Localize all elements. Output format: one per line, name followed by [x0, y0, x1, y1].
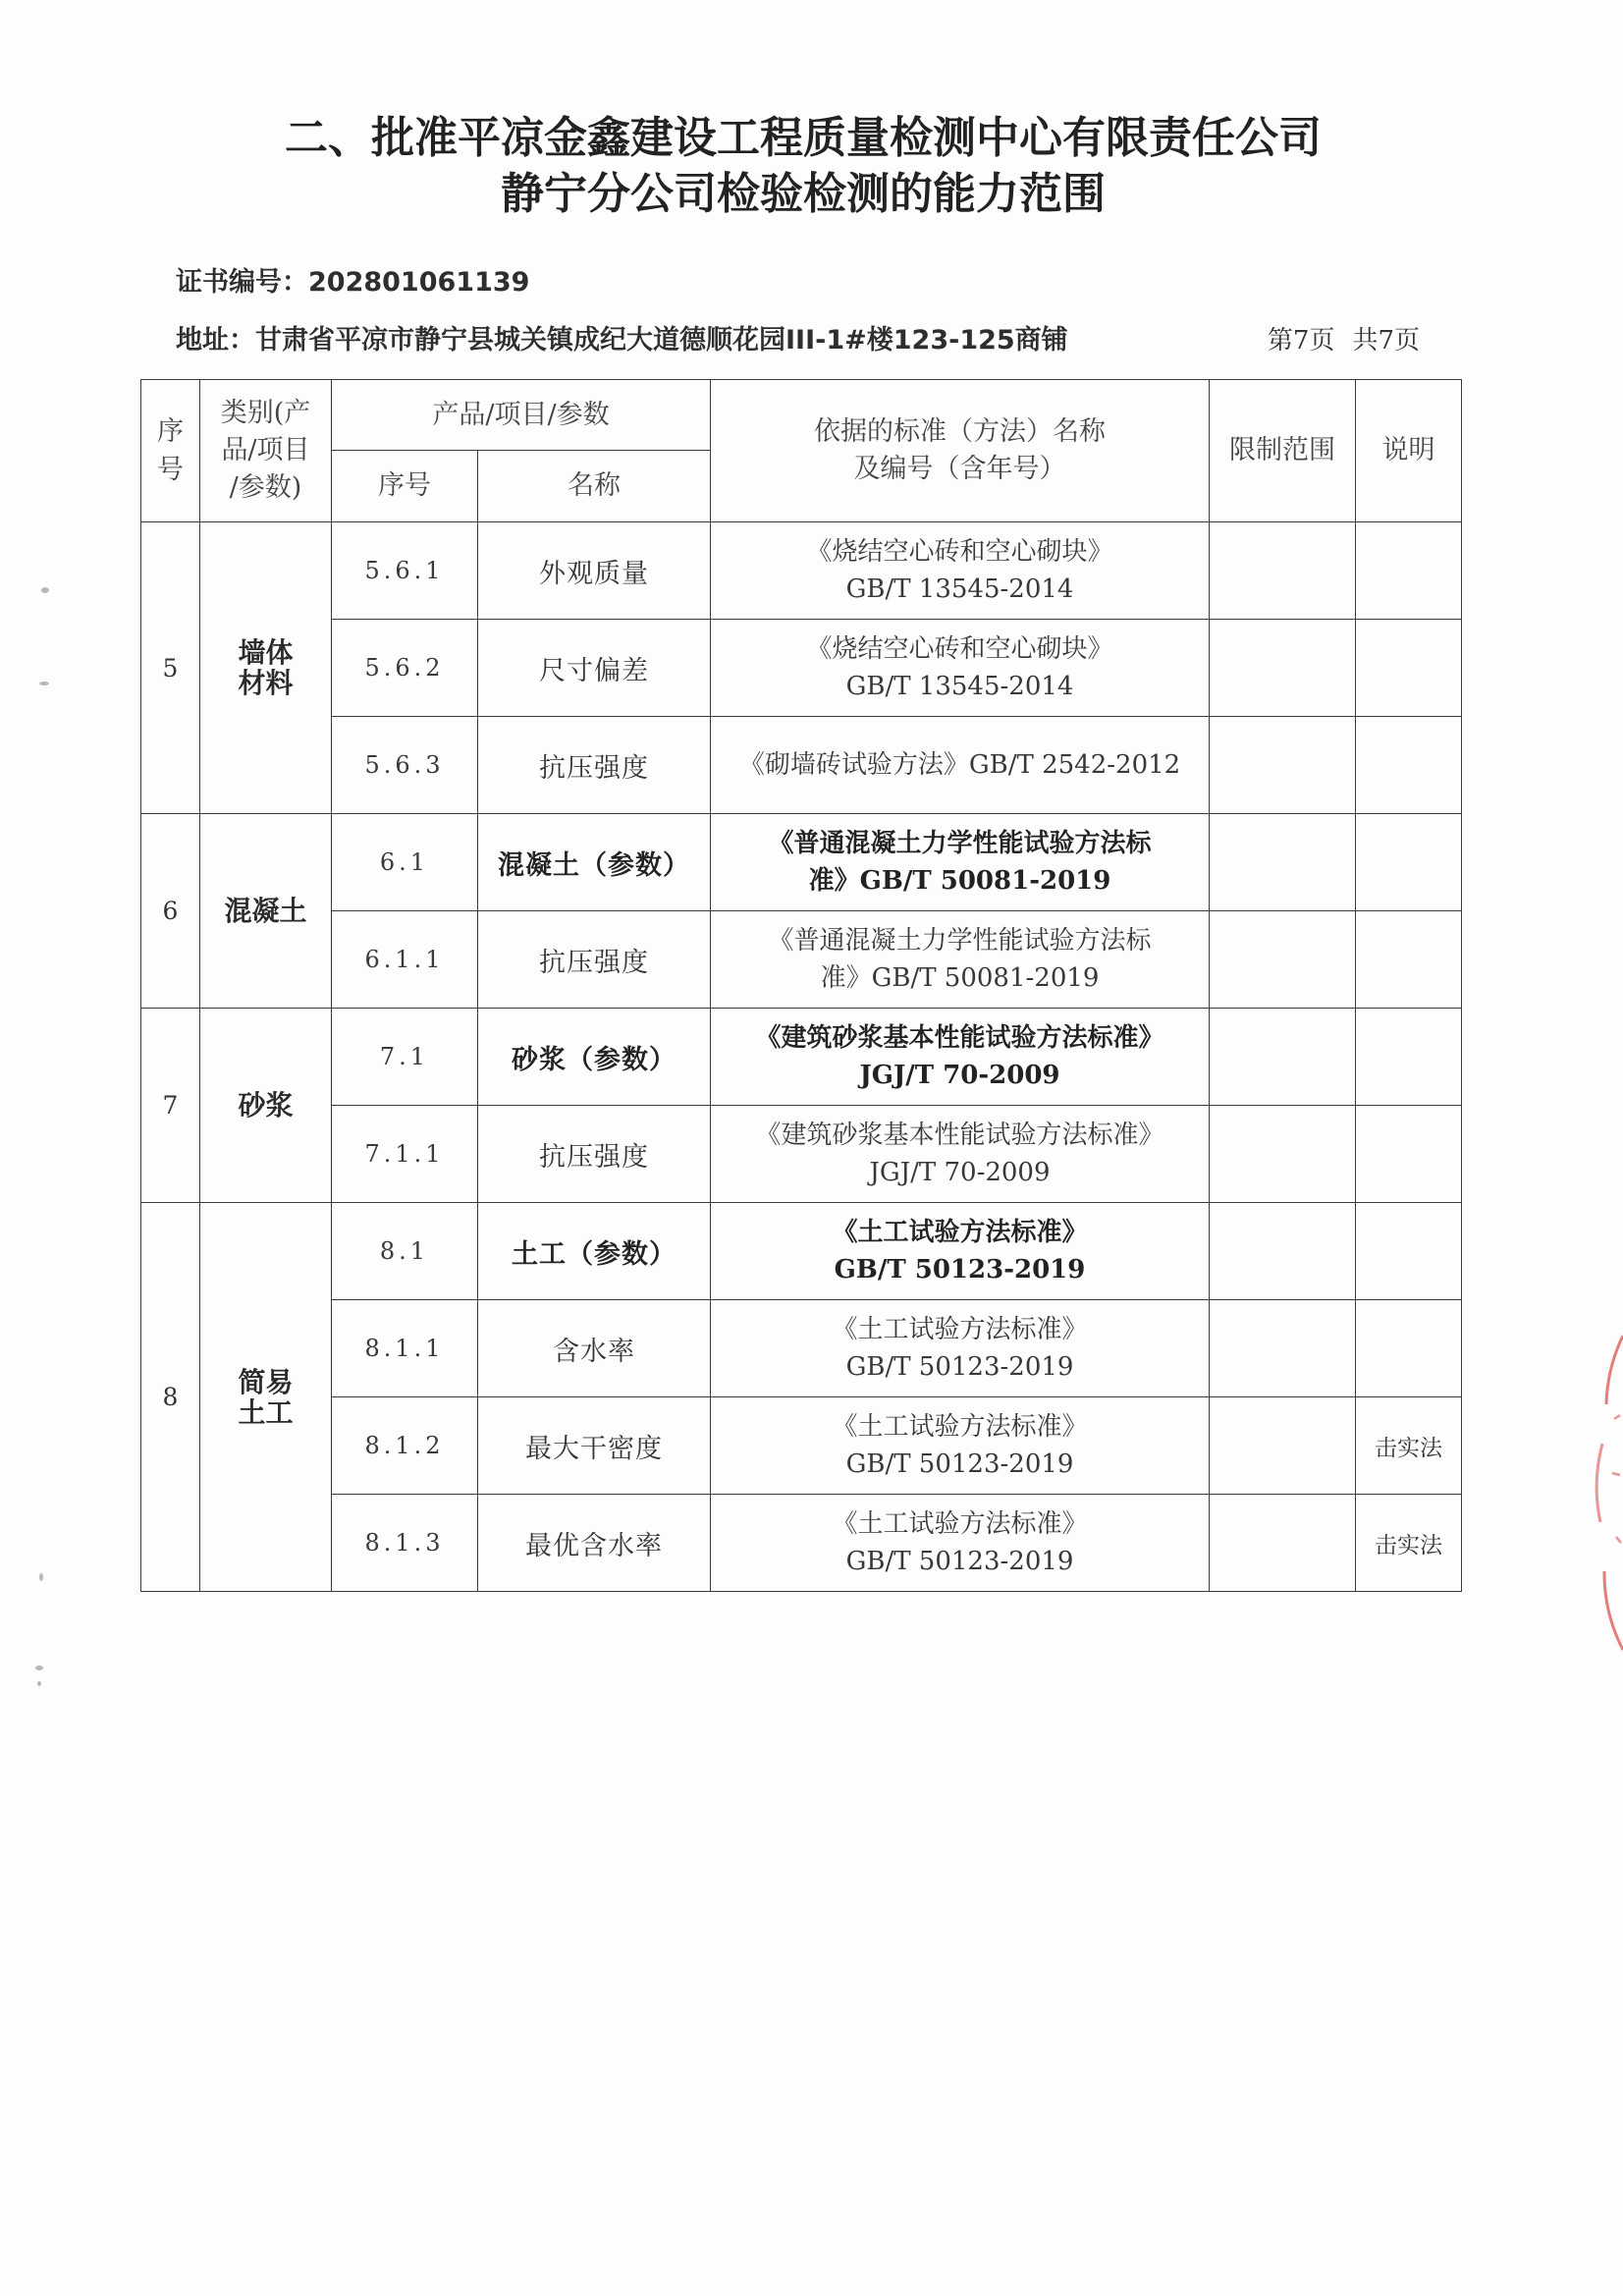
standard-line: GB/T 50123-2019 [834, 1255, 1086, 1285]
standard-line: 《土工试验方法标准》 [832, 1509, 1088, 1539]
table-row [141, 620, 1462, 717]
address-label: 地址： [176, 325, 255, 355]
item-name-cell [478, 522, 711, 620]
header-item-no-label: 序号 [378, 470, 431, 501]
table-row [141, 717, 1462, 814]
capability-scope-table [140, 379, 1462, 1592]
item-note: 击实法 [1375, 1435, 1443, 1461]
header-product-group [332, 380, 711, 451]
item-name-cell [478, 1203, 711, 1300]
page-indicator [1268, 323, 1420, 358]
item-number: 6.1.1 [364, 946, 445, 973]
standard-line: 准》GB/T 50081-2019 [820, 963, 1100, 993]
table-row [141, 911, 1462, 1009]
item-number-cell [332, 1300, 478, 1397]
limit-cell [1210, 1495, 1356, 1592]
standard-line: 《普通混凝土力学性能试验方法标 [768, 926, 1152, 956]
certificate-number: 202801061139 [308, 267, 530, 298]
group-index-cell [141, 814, 200, 1009]
item-number: 7.1 [379, 1043, 430, 1070]
item-number: 8.1 [379, 1237, 430, 1265]
item-name-cell [478, 814, 711, 911]
table-row [141, 1203, 1462, 1300]
item-number-cell [332, 1495, 478, 1592]
standard-cell [711, 1203, 1210, 1300]
limit-cell [1210, 717, 1356, 814]
table-row [141, 814, 1462, 911]
standard-line: 《土工试验方法标准》 [832, 1315, 1088, 1344]
note-cell [1356, 1397, 1462, 1495]
item-number-cell [332, 1009, 478, 1106]
standard-line: 《建筑砂浆基本性能试验方法标准》 [755, 1121, 1164, 1150]
standard-cell [711, 1300, 1210, 1397]
table-row [141, 522, 1462, 620]
header-category [200, 380, 332, 522]
limit-cell [1210, 814, 1356, 911]
table-row [141, 1300, 1462, 1397]
header-index [141, 380, 200, 522]
limit-cell [1210, 522, 1356, 620]
limit-cell [1210, 1300, 1356, 1397]
seal-fragment-icon [1583, 1326, 1623, 1669]
table-row [141, 1106, 1462, 1203]
group-category-cell [200, 1009, 332, 1203]
item-name-cell [478, 1300, 711, 1397]
standard-line: GB/T 13545-2014 [845, 574, 1074, 604]
item-number-cell [332, 717, 478, 814]
standard-cell [711, 717, 1210, 814]
header-note [1356, 380, 1462, 522]
table-row [141, 1009, 1462, 1106]
item-number: 5.6.3 [364, 751, 445, 779]
limit-cell [1210, 1397, 1356, 1495]
item-number: 7.1.1 [364, 1140, 445, 1168]
standard-line: JGJ/T 70-2009 [869, 1158, 1051, 1187]
limit-cell [1210, 1009, 1356, 1106]
group-index: 8 [162, 1383, 179, 1411]
group-category: 砂浆 [238, 1089, 294, 1121]
note-cell [1356, 620, 1462, 717]
item-name: 砂浆（参数） [512, 1044, 676, 1075]
item-name: 含水率 [553, 1336, 635, 1367]
note-cell [1356, 1300, 1462, 1397]
header-row [141, 380, 1462, 451]
header-limit [1210, 380, 1356, 522]
limit-cell [1210, 911, 1356, 1009]
note-cell [1356, 717, 1462, 814]
standard-cell [711, 1106, 1210, 1203]
item-name: 尺寸偏差 [539, 655, 649, 686]
standard-cell [711, 911, 1210, 1009]
page-total: 共7页 [1352, 326, 1420, 355]
standard-line: 准》GB/T 50081-2019 [808, 866, 1111, 896]
item-name: 抗压强度 [539, 1141, 649, 1173]
certificate-label: 证书编号： [176, 267, 308, 298]
item-name-cell [478, 1009, 711, 1106]
standard-line: GB/T 13545-2014 [845, 672, 1074, 701]
item-name-cell [478, 911, 711, 1009]
item-number: 6.1 [379, 848, 430, 876]
header-note-label: 说明 [1381, 435, 1435, 465]
item-number-cell [332, 1397, 478, 1495]
standard-cell [711, 814, 1210, 911]
header-item-name [478, 451, 711, 522]
standard-line: 《土工试验方法标准》 [832, 1218, 1088, 1247]
item-number-cell [332, 911, 478, 1009]
standard-line: 《土工试验方法标准》 [832, 1412, 1088, 1442]
group-category-cell [200, 1203, 332, 1592]
standard-cell [711, 1397, 1210, 1495]
note-cell [1356, 522, 1462, 620]
item-name-cell [478, 620, 711, 717]
item-name-cell [478, 1106, 711, 1203]
group-category-cell [200, 814, 332, 1009]
note-cell [1356, 911, 1462, 1009]
header-item-name-label: 名称 [568, 470, 621, 501]
standard-line: GB/T 50123-2019 [845, 1352, 1074, 1382]
item-number-cell [332, 620, 478, 717]
header-item-no [332, 451, 478, 522]
header-standard-line: 及编号（含年号） [853, 454, 1066, 484]
group-index-cell [141, 1203, 200, 1592]
note-cell [1356, 1203, 1462, 1300]
header-category-line: 品/项目 [221, 435, 310, 465]
note-cell [1356, 1495, 1462, 1592]
item-number: 5.6.1 [364, 557, 445, 584]
group-category: 墙体材料 [238, 636, 294, 699]
item-name-cell [478, 1397, 711, 1495]
item-number: 8.1.1 [364, 1335, 445, 1362]
item-name: 外观质量 [539, 558, 649, 589]
note-cell [1356, 814, 1462, 911]
standard-line: 《建筑砂浆基本性能试验方法标准》 [755, 1023, 1164, 1053]
item-name: 最优含水率 [525, 1530, 663, 1561]
page-current: 第7页 [1267, 326, 1335, 355]
scan-speck [37, 1681, 41, 1686]
limit-cell [1210, 1203, 1356, 1300]
group-category: 混凝土 [224, 895, 307, 927]
group-index: 5 [162, 653, 179, 683]
group-index-cell [141, 522, 200, 814]
item-name-cell [478, 717, 711, 814]
item-number-cell [332, 522, 478, 620]
item-number: 8.1.2 [364, 1432, 445, 1459]
document-title [0, 110, 1606, 222]
group-category-cell [200, 522, 332, 814]
item-name: 抗压强度 [539, 947, 649, 978]
group-category: 简易土工 [238, 1365, 294, 1429]
item-number-cell [332, 1203, 478, 1300]
group-index-cell [141, 1009, 200, 1203]
header-index-label: 序号 [157, 416, 184, 485]
scan-speck [35, 1666, 43, 1670]
item-name: 混凝土（参数） [498, 849, 690, 881]
title-line-1: 二、批准平凉金鑫建设工程质量检测中心有限责任公司 [285, 113, 1322, 163]
group-index: 7 [162, 1091, 179, 1120]
address-line [176, 323, 1068, 358]
standard-cell [711, 522, 1210, 620]
standard-line: 《烧结空心砖和空心砌块》 [806, 634, 1113, 664]
header-standard [711, 380, 1210, 522]
item-number-cell [332, 814, 478, 911]
header-limit-label: 限制范围 [1229, 435, 1336, 465]
header-standard-line: 依据的标准（方法）名称 [814, 416, 1107, 447]
note-cell [1356, 1009, 1462, 1106]
header-category-line: /参数) [229, 472, 302, 503]
limit-cell [1210, 1106, 1356, 1203]
scan-speck [39, 1573, 43, 1581]
table-row [141, 1495, 1462, 1592]
scan-speck [41, 587, 49, 593]
header-product-group-label: 产品/项目/参数 [432, 399, 610, 430]
item-number-cell [332, 1106, 478, 1203]
group-index: 6 [162, 897, 179, 925]
item-name: 最大干密度 [525, 1433, 663, 1464]
item-number: 5.6.2 [364, 654, 445, 682]
limit-cell [1210, 620, 1356, 717]
standard-cell [711, 1495, 1210, 1592]
standard-line: GB/T 50123-2019 [845, 1449, 1074, 1479]
title-line-2: 静宁分公司检验检测的能力范围 [501, 169, 1106, 219]
address-value: 甘肃省平凉市静宁县城关镇成纪大道德顺花园III-1#楼123-125商铺 [255, 325, 1068, 355]
standard-line: JGJ/T 70-2009 [859, 1061, 1060, 1090]
item-name: 土工（参数） [512, 1238, 676, 1270]
scan-speck [39, 682, 49, 685]
item-note: 击实法 [1375, 1532, 1443, 1558]
standard-line: 《砌墙砖试验方法》GB/T 2542-2012 [738, 750, 1181, 780]
note-cell [1356, 1106, 1462, 1203]
standard-cell [711, 1009, 1210, 1106]
standard-line: 《烧结空心砖和空心砌块》 [806, 537, 1113, 567]
item-number: 8.1.3 [364, 1529, 445, 1557]
standard-line: GB/T 50123-2019 [845, 1547, 1074, 1576]
item-name-cell [478, 1495, 711, 1592]
header-category-line: 类别(产 [220, 398, 311, 428]
standard-cell [711, 620, 1210, 717]
item-name: 抗压强度 [539, 752, 649, 784]
table-row [141, 1397, 1462, 1495]
standard-line: 《普通混凝土力学性能试验方法标 [768, 829, 1152, 858]
certificate-line [176, 265, 529, 301]
